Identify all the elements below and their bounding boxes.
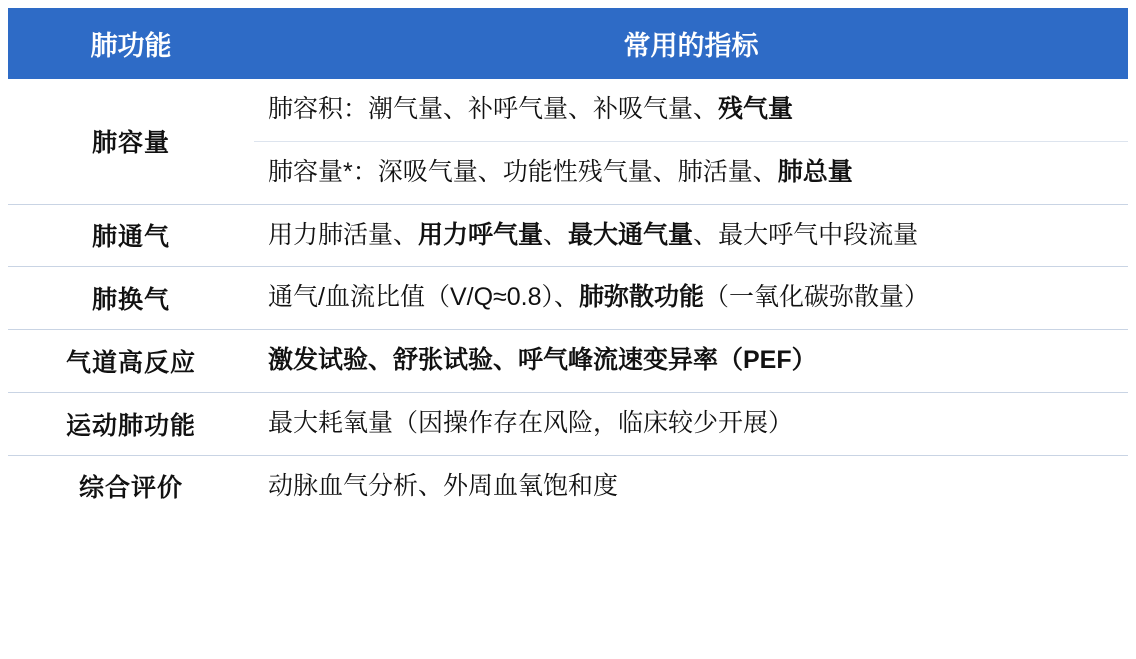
row-category-label: 肺换气 bbox=[8, 267, 254, 330]
row-indicators-cell bbox=[254, 79, 1128, 141]
table-row bbox=[8, 392, 1128, 455]
indicator-emphasis: 残气量 bbox=[718, 95, 794, 123]
table-body bbox=[8, 79, 1128, 517]
table-row bbox=[8, 330, 1128, 393]
row-indicators-cell bbox=[254, 330, 1128, 393]
indicator-text: 肺容量*：深吸气量、功能性残气量、肺活量、 bbox=[268, 157, 778, 186]
indicator-emphasis: 肺弥散功能 bbox=[579, 283, 705, 312]
indicator-text: 、最大呼气中段流量 bbox=[693, 220, 919, 249]
table-row bbox=[8, 455, 1128, 517]
indicator-text: 用力肺活量、 bbox=[268, 220, 419, 249]
header-cell-indicators: 常用的指标 bbox=[254, 8, 1128, 79]
indicator-text: （一氧化碳弥散量） bbox=[704, 283, 930, 312]
header-cell-category: 肺功能 bbox=[8, 8, 254, 79]
row-indicators-cell bbox=[254, 141, 1128, 204]
indicator-text: 肺容积：潮气量、补呼气量、补吸气量、 bbox=[268, 95, 719, 123]
row-indicators-cell bbox=[254, 455, 1128, 517]
header-row bbox=[8, 8, 1128, 79]
row-category-label: 气道高反应 bbox=[8, 330, 254, 393]
indicator-emphasis: 用力呼气量 bbox=[418, 220, 544, 249]
table-row bbox=[8, 79, 1128, 141]
row-indicators-cell bbox=[254, 392, 1128, 455]
indicator-text: 通气/血流比值（V/Q≈0.8）、 bbox=[268, 283, 579, 312]
row-category-label: 肺通气 bbox=[8, 204, 254, 267]
table-row bbox=[8, 204, 1128, 267]
row-category-label: 肺容量 bbox=[8, 79, 254, 204]
indicator-text: 动脉血气分析、外周血氧饱和度 bbox=[268, 471, 619, 500]
indicator-text: 、 bbox=[543, 220, 569, 249]
table-header bbox=[8, 8, 1128, 79]
indicator-emphasis: 激发试验、舒张试验、呼气峰流速变异率（PEF） bbox=[268, 346, 817, 374]
table-row bbox=[8, 267, 1128, 330]
indicator-emphasis: 最大通气量 bbox=[568, 220, 694, 249]
lung-function-table bbox=[8, 8, 1128, 517]
row-indicators-cell bbox=[254, 267, 1128, 330]
row-indicators-cell bbox=[254, 204, 1128, 267]
indicator-emphasis: 肺总量 bbox=[777, 157, 853, 186]
indicator-text: 最大耗氧量（因操作存在风险，临床较少开展） bbox=[268, 408, 794, 437]
row-category-label: 运动肺功能 bbox=[8, 392, 254, 455]
row-category-label: 综合评价 bbox=[78, 474, 183, 503]
